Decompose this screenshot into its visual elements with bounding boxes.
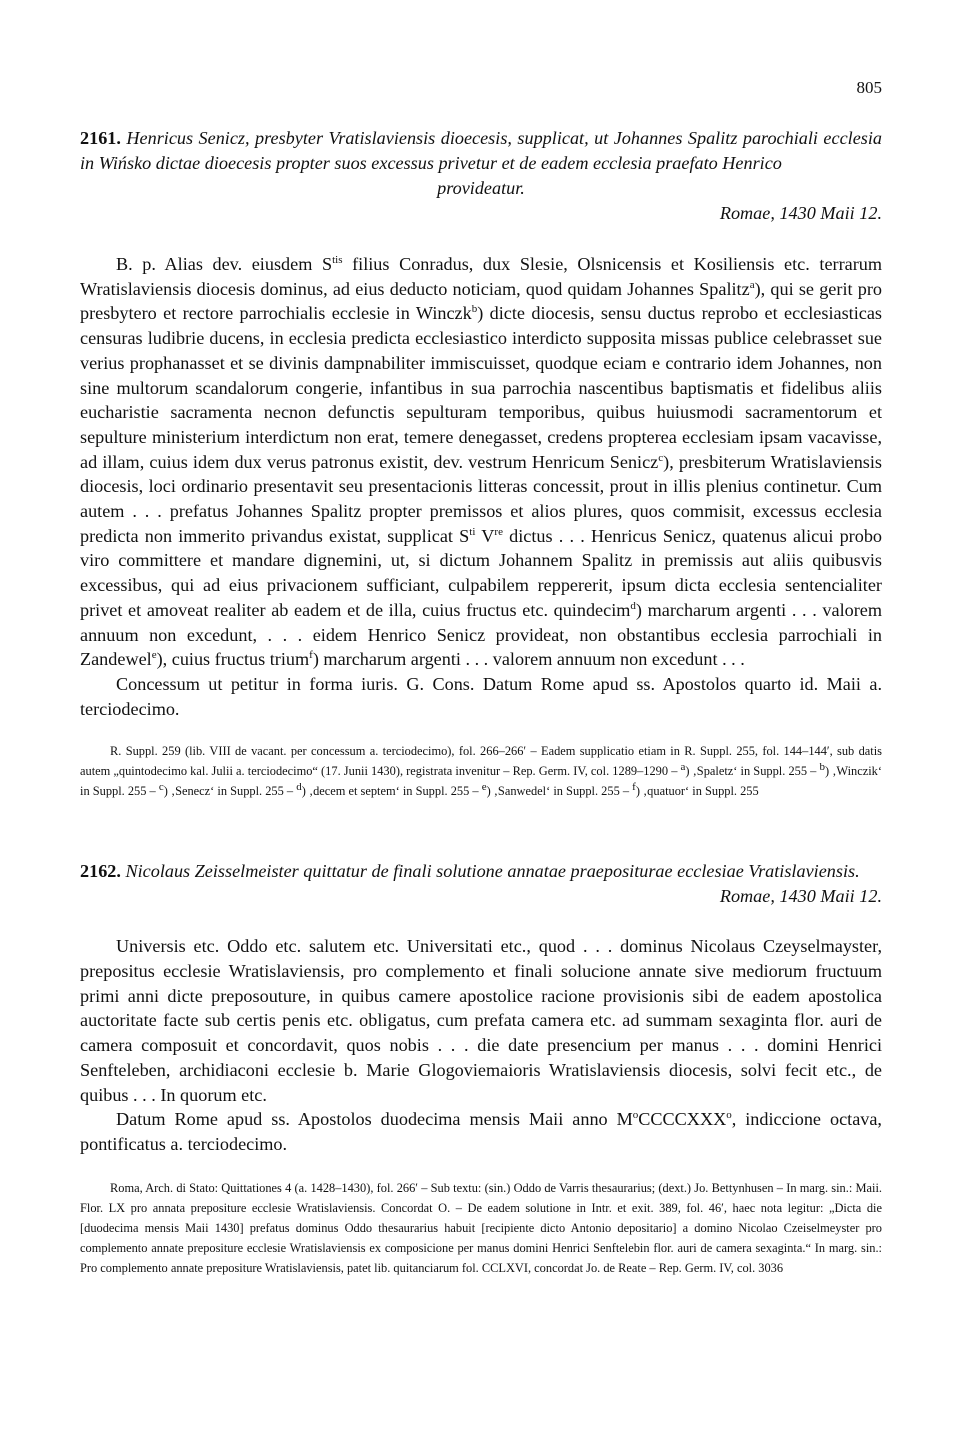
entry-2162: [80, 859, 882, 1277]
superscript: e: [151, 649, 157, 662]
entry-2161: [80, 126, 882, 801]
superscript: b: [819, 761, 826, 774]
superscript: f: [309, 649, 313, 662]
entry-body: [80, 934, 882, 1156]
superscript: o: [632, 1109, 639, 1122]
superscript: o: [726, 1109, 732, 1122]
body-paragraph: Datum Rome apud ss. Apostolos duodecima mensis Maii anno $M^oCCCCXXX^o$, indiccione octava, pontificatus a. terciodecimo.: [80, 1109, 882, 1154]
superscript: a: [680, 761, 686, 774]
entry-heading: [80, 859, 882, 884]
superscript: d: [630, 599, 636, 612]
superscript: a: [749, 278, 755, 291]
superscript: tis: [332, 253, 343, 266]
superscript: ti: [469, 525, 476, 538]
superscript: c: [158, 781, 164, 794]
entry-heading-text: Henricus Senicz, presbyter Vratislaviensis dioecesis, supplicat, ut Johannes Spalitz parochiali ecclesia in Wińsko dictae dioecesis propter suos excessus privetur et de eadem ecclesia praefato Henrico: [80, 128, 883, 173]
body-paragraph: Concessum ut petitur in forma iuris. G. Cons. Datum Rome apud ss. Apostolos quarto id. Maii a. terciodecimo.: [80, 673, 882, 719]
entry-heading-last-line: provideatur.: [437, 178, 525, 198]
apparatus-note: R. Suppl. 259 (lib. VIII de vacant. per concessum a. terciodecimo), fol. 266–266′ – Eadem supplicatio etiam in R. Suppl. 255, fol. 144–144′, sub datis autem „quintodecimo kal. Julii a. terciodecimo“ (17. Junii 1430), registrata invenitur – Rep. Germ. IV, col. 1289–1290 – $^a$) ‚Spaletz‘ in Suppl. 255 – $^b$) ‚Winczik‘ in Suppl. 255 – $^c$) ‚Senecz‘ in Suppl. 255 – $^d$) ‚decem et septem‘ in Suppl. 255 – $^e$) ‚Sanwedel‘ in Suppl. 255 – $^f$) ‚quatuor‘ in Suppl. 255: [80, 744, 883, 799]
critical-apparatus: [80, 741, 882, 801]
apparatus-note: Roma, Arch. di Stato: Quittationes 4 (a. 1428–1430), fol. 266′ – Sub textu: (sin.) Oddo de Varris thesaurarius; (dext.) Jo. Bettynhusen – In marg. sin.: Maii. Flor. LX pro annata prepositure ecclesie Wratislaviensis. Concordat O. – De eadem solutione in Intr. et exit. 389, fol. 46′, haec nota legitur: „Dicta die [duodecima mensis Maii 1430] prefatus dominus Oddo thesaurarius habuit [recipiente dicto Antonio depositario] a domino Nicolao Czeiselmeyster pro complemento annate prepositure ecclesie Wratislaviensis ex composicione per manus domini Henrici Senftelebin flor. auri de camera sexaginta.“ In marg. sin.: Pro complemento annate prepositure Wratislaviensis, patet lib. quitanciarum fol. CCLXVI, concordat Jo. de Reate – Rep. Germ. IV, col. 3036: [80, 1180, 882, 1275]
superscript: e: [481, 781, 487, 794]
place-date: Romae, 1430 Maii 12.: [719, 203, 882, 223]
entry-body: [80, 252, 882, 721]
document-page: [80, 78, 882, 1278]
body-paragraph: Universis etc. Oddo etc. salutem etc. Universitati etc., quod . . . dominus Nicolaus Czeyselmayster, prepositus ecclesie Wratislaviensis, pro complemento et finali solucione annate sive mediorum fructuum primi anni dicte preposouture, in quibus camere apostolice racione provisionis sibi de eadem apostolica auctoritate facte sub certis penis etc. obligatus, cum prefata camera etc. ad summam sexaginta flor. auri de camera composuit et concordavit, quos nobis . . . die date presencium per manus . . . domini Henrici Senfteleben, archidiaconi ecclesie b. Marie Glogoviemaioris Wratislaviensis diocesis, solvi fecit etc., de quibus . . . In quorum etc.: [80, 936, 882, 1105]
entry-heading-text: Nicolaus Zeisselmeister quittatur de finali solutione annatae praepositurae ecclesiae Vratislaviensis.: [125, 861, 860, 882]
place-date: Romae, 1430 Maii 12.: [719, 886, 882, 907]
entry-number: 2162.: [80, 861, 121, 882]
entry-heading: [80, 126, 882, 201]
body-paragraph: B. p. Alias dev. eiusdem $S^{tis}$ filius Conradus, dux Slesie, Olsnicensis et Kosiliensis etc. terrarum Wratislaviensis diocesis dominus, ad eius deducto noticiam, quod quidam Johannes Spalitz$^a$), qui se gerit pro presbytero et rectore parrochialis ecclesie in Winczk$^b$) dicte diocesis, sensu ductus reprobo et ecclesiasticas censuras ludibrie ducens, in ecclesia predicta ecclesiastico interdicto supposita missas publice celebrasset sue verius prophanasset et se divinis dampnabiliter immiscuisset, quodque eciam e contrario idem Johannes, non sine multorum scandalorum congerie, infantibus in sua parrochia nascentibus baptismatis et fidelibus aliis eucharistie sacramenta necnon defunctis sepulturam temporibus, quibus huiusmodi sacramentorum et sepulture ministerium interdictum non erat, temere denegasset, credens propterea ecclesiam ipsam vacavisse, ad illam, cuius idem dux verus patronus existit, dev. vestrum Henricum Senicz$^c$), presbiterum Wratislaviensis diocesis, loci ordinario presentavit seu presentacionis litteras concessit, prout in illis plenius continetur. Cum autem . . . prefatus Johannes Spalitz propter premissos et alios plures, quos commisit, excessus ecclesia predicta non immerito privandus existat, supplicat $S^{ti}$ Vre dictus . . . Henricus Senicz, quatenus alicui probo viro committere et mandare dignemini, ut, si dictum Johannem Spalitz in premissis aut aliis quibusvis excessibus, qui ad eius privacionem sufficiant, culpabilem reppererit, ipsum dicta ecclesia sentencialiter privet et amoveat realiter ab eadem et de illa, cuius fructus etc. quindecim$^d$) marcharum argenti . . . valorem annuum non excedunt, . . . eidem Henrico Senicz provideat, non obstantibus ecclesia parrochiali in Zandewel$^e$), cuius fructus trium$^f$) marcharum argenti . . . valorem annuum non excedunt . . .: [80, 253, 883, 670]
superscript: f: [632, 781, 636, 794]
superscript: re: [494, 525, 503, 538]
page-number: 805: [856, 78, 882, 97]
critical-apparatus: [80, 1178, 882, 1278]
superscript: c: [658, 451, 664, 464]
superscript: b: [471, 303, 478, 316]
superscript: d: [296, 781, 302, 794]
entry-number: 2161.: [80, 128, 121, 148]
